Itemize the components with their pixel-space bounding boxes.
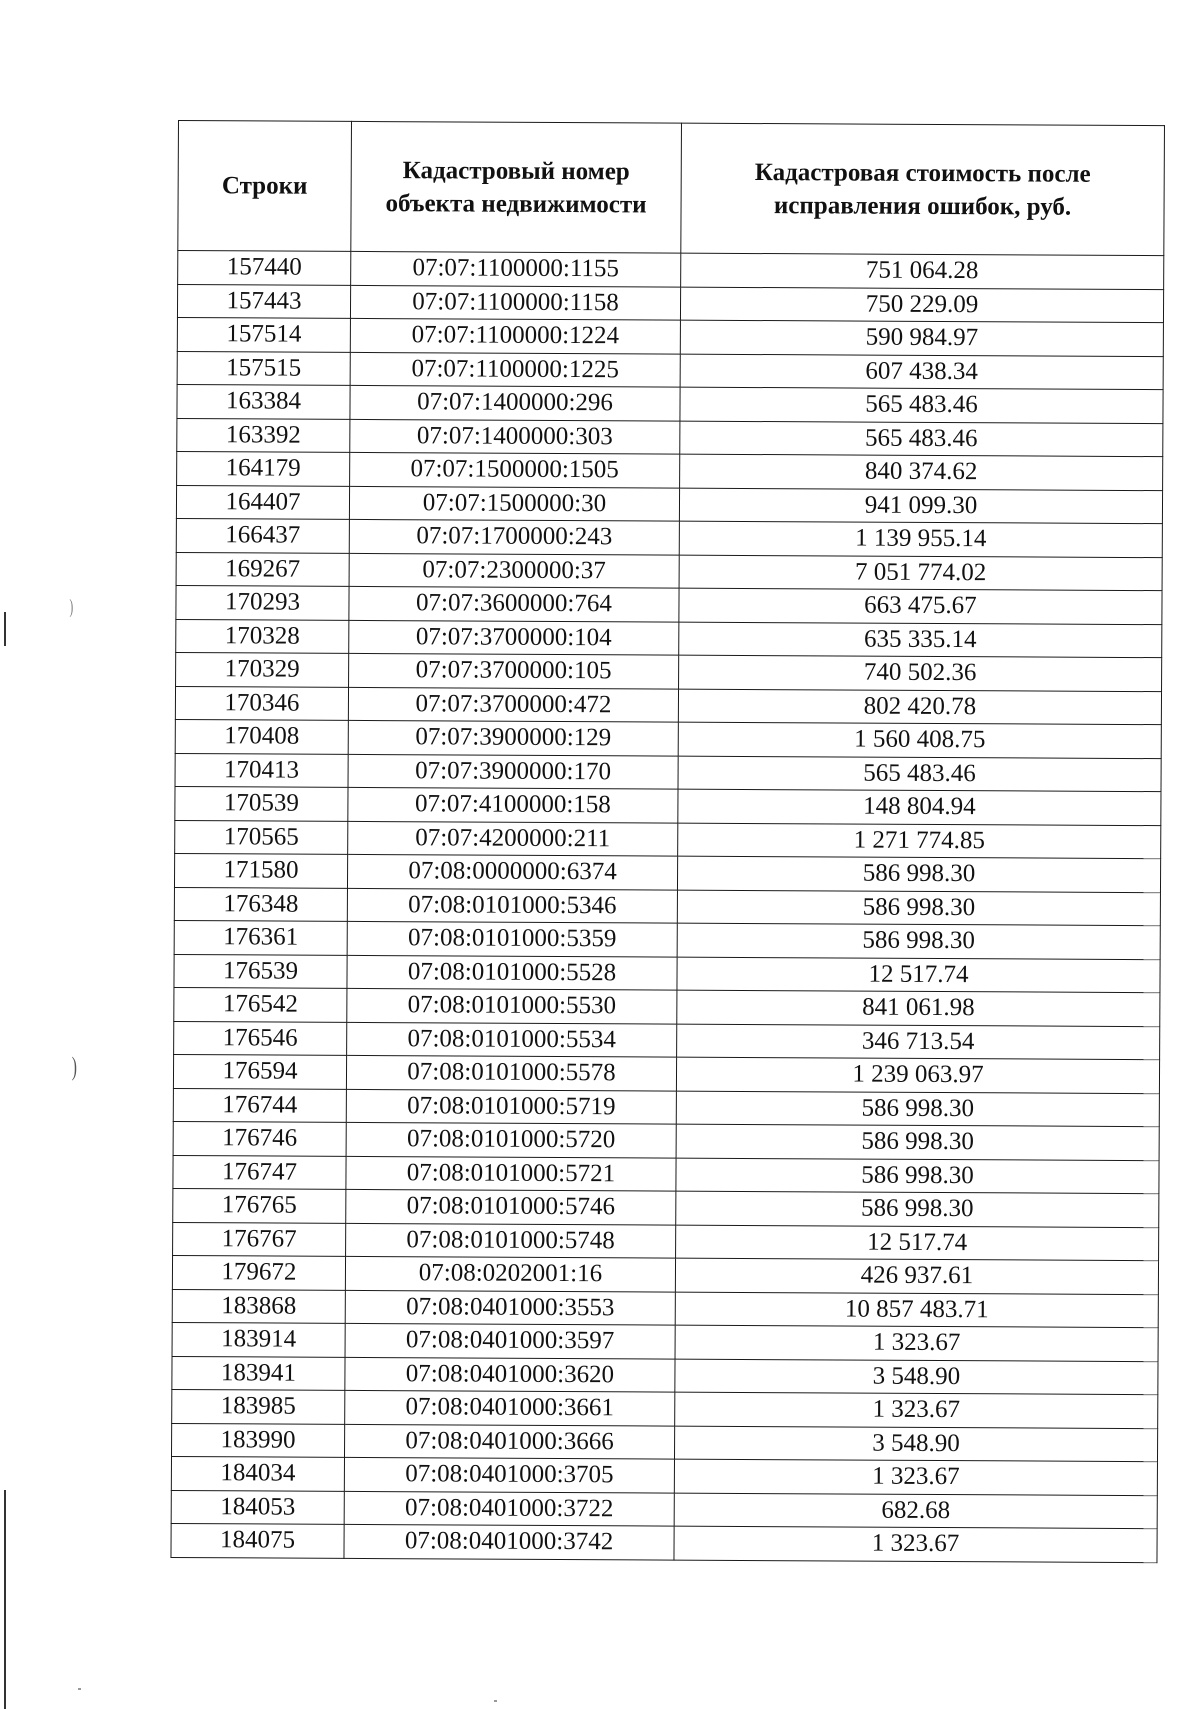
row-number-cell: 183990 (172, 1423, 345, 1457)
table-row (173, 1054, 1159, 1093)
cadastral-number-cell: 07:08:0202001:16 (345, 1256, 675, 1291)
row-number-cell: 184075 (171, 1523, 344, 1557)
table-row (175, 686, 1161, 725)
table-row (177, 418, 1163, 457)
cadastral-number-cell: 07:07:3900000:129 (348, 720, 678, 755)
cadastral-number-cell: 07:08:0401000:3553 (345, 1290, 675, 1325)
table-row (171, 1490, 1157, 1529)
cadastral-number-cell: 07:08:0401000:3705 (344, 1457, 674, 1492)
row-number-cell: 157443 (177, 284, 350, 318)
table-row (172, 1356, 1158, 1395)
row-number-cell: 184053 (171, 1490, 344, 1524)
cadastral-value-cell: 586 998.30 (676, 1124, 1159, 1160)
table-row (174, 954, 1160, 993)
cadastral-number-cell: 07:07:4100000:158 (348, 787, 678, 822)
table-row (172, 1322, 1158, 1361)
cadastral-value-cell: 1 323.67 (675, 1325, 1158, 1361)
row-number-cell: 176747 (173, 1155, 346, 1189)
cadastral-number-cell: 07:08:0101000:5346 (347, 888, 677, 923)
scan-speck (494, 1700, 497, 1702)
cadastral-number-cell: 07:08:0101000:5720 (346, 1122, 676, 1157)
table-row (172, 1423, 1158, 1462)
header-cadastral-number: Кадастровый номер объекта недвижимости (351, 121, 682, 253)
table-row (174, 887, 1160, 926)
cadastral-number-cell: 07:08:0101000:5719 (346, 1089, 676, 1124)
cadastral-number-cell: 07:08:0401000:3742 (344, 1524, 674, 1559)
cadastral-number-cell: 07:08:0101000:5528 (347, 955, 677, 990)
table-row (176, 485, 1162, 524)
row-number-cell: 170346 (175, 686, 348, 720)
table-row (174, 853, 1160, 892)
cadastral-number-cell: 07:07:3600000:764 (349, 586, 679, 621)
cadastral-value-cell: 148 804.94 (678, 789, 1161, 825)
table-row (173, 1222, 1159, 1261)
row-number-cell: 170408 (175, 719, 348, 753)
table-row (174, 1021, 1160, 1060)
table-row (176, 585, 1162, 624)
row-number-cell: 184034 (171, 1456, 344, 1490)
table-row (175, 753, 1161, 792)
cadastral-value-cell: 590 984.97 (680, 320, 1163, 356)
row-number-cell: 176746 (173, 1121, 346, 1155)
table-row (176, 552, 1162, 591)
header-rows: Строки (178, 121, 352, 252)
row-number-cell: 170413 (175, 753, 348, 787)
cadastral-value-cell: 586 998.30 (676, 1191, 1159, 1227)
cadastral-number-cell: 07:07:1400000:303 (350, 419, 680, 454)
row-number-cell: 164179 (177, 451, 350, 485)
row-number-cell: 179672 (172, 1255, 345, 1289)
row-number-cell: 169267 (176, 552, 349, 586)
cadastral-number-cell: 07:08:0000000:6374 (347, 854, 677, 889)
scan-artifact-mark: ) (69, 596, 74, 618)
cadastral-value-cell: 586 998.30 (677, 890, 1160, 926)
cadastral-number-cell: 07:07:1100000:1224 (350, 318, 680, 353)
cadastral-value-cell: 1 239 063.97 (676, 1057, 1159, 1093)
table-row (177, 451, 1163, 490)
row-number-cell: 176767 (173, 1222, 346, 1256)
scan-edge-line (4, 612, 6, 646)
row-number-cell: 170293 (176, 585, 349, 619)
cadastral-value-cell: 750 229.09 (680, 287, 1163, 323)
cadastral-value-cell: 586 998.30 (677, 856, 1160, 892)
table-row (173, 1188, 1159, 1227)
cadastral-number-cell: 07:07:3700000:105 (349, 653, 679, 688)
row-number-cell: 170329 (176, 652, 349, 686)
cadastral-value-cell: 1 271 774.85 (678, 823, 1161, 859)
row-number-cell: 176361 (174, 920, 347, 954)
table-row (172, 1389, 1158, 1428)
table-row (178, 251, 1164, 290)
cadastral-value-cell: 740 502.36 (679, 655, 1162, 691)
cadastral-number-cell: 07:08:0401000:3597 (345, 1323, 675, 1358)
row-number-cell: 176765 (173, 1188, 346, 1222)
cadastral-value-cell: 663 475.67 (679, 588, 1162, 624)
scan-artifact-mark: ) (71, 1052, 77, 1081)
row-number-cell: 183985 (172, 1389, 345, 1423)
cadastral-number-cell: 07:08:0101000:5721 (346, 1156, 676, 1191)
row-number-cell: 171580 (174, 853, 347, 887)
table-row (175, 820, 1161, 859)
scan-edge-line (4, 1490, 6, 1709)
cadastral-value-cell: 1 323.67 (674, 1459, 1157, 1495)
row-number-cell: 183868 (172, 1289, 345, 1323)
row-number-cell: 170565 (175, 820, 348, 854)
cadastral-value-cell: 840 374.62 (680, 454, 1163, 490)
cadastral-value-cell: 10 857 483.71 (675, 1292, 1158, 1328)
cadastral-number-cell: 07:07:1500000:30 (349, 486, 679, 521)
row-number-cell: 170539 (175, 786, 348, 820)
table-body (171, 251, 1164, 1563)
table-row (176, 518, 1162, 557)
cadastral-number-cell: 07:08:0101000:5748 (346, 1223, 676, 1258)
table-row (171, 1523, 1157, 1562)
cadastral-value-cell: 586 998.30 (676, 1158, 1159, 1194)
row-number-cell: 176542 (174, 987, 347, 1021)
cadastral-number-cell: 07:08:0401000:3722 (344, 1491, 674, 1526)
cadastral-number-cell: 07:07:3700000:104 (349, 620, 679, 655)
row-number-cell: 176744 (173, 1088, 346, 1122)
cadastral-value-cell: 607 438.34 (680, 354, 1163, 390)
table-row (177, 317, 1163, 356)
table-header-row (178, 121, 1165, 256)
cadastral-value-cell: 841 061.98 (677, 990, 1160, 1026)
row-number-cell: 176539 (174, 954, 347, 988)
row-number-cell: 166437 (176, 518, 349, 552)
cadastral-value-cell: 941 099.30 (679, 488, 1162, 524)
cadastral-value-cell: 565 483.46 (678, 756, 1161, 792)
header-cadastral-value: Кадастровая стоимость после исправления ошибок, руб. (681, 123, 1165, 256)
cadastral-number-cell: 07:07:1500000:1505 (350, 452, 680, 487)
cadastral-number-cell: 07:08:0401000:3666 (344, 1424, 674, 1459)
table-row (173, 1155, 1159, 1194)
cadastral-number-cell: 07:07:3700000:472 (348, 687, 678, 722)
cadastral-value-table (170, 120, 1165, 1563)
table-row (174, 920, 1160, 959)
cadastral-number-cell: 07:07:1400000:296 (350, 385, 680, 420)
table-row (174, 987, 1160, 1026)
row-number-cell: 183941 (172, 1356, 345, 1390)
table-row (177, 351, 1163, 390)
row-number-cell: 183914 (172, 1322, 345, 1356)
row-number-cell: 176348 (174, 887, 347, 921)
cadastral-number-cell: 07:08:0101000:5578 (346, 1055, 676, 1090)
table-row (173, 1121, 1159, 1160)
cadastral-number-cell: 07:07:2300000:37 (349, 553, 679, 588)
cadastral-number-cell: 07:07:1100000:1155 (351, 251, 681, 286)
cadastral-number-cell: 07:08:0401000:3661 (345, 1390, 675, 1425)
row-number-cell: 164407 (176, 485, 349, 519)
cadastral-value-cell: 426 937.61 (675, 1258, 1158, 1294)
cadastral-number-cell: 07:08:0101000:5534 (347, 1022, 677, 1057)
cadastral-number-cell: 07:08:0101000:5746 (346, 1189, 676, 1224)
table-row (172, 1289, 1158, 1328)
row-number-cell: 170328 (176, 619, 349, 653)
cadastral-value-cell: 635 335.14 (679, 622, 1162, 658)
cadastral-value-cell: 565 483.46 (680, 421, 1163, 457)
table-row (175, 719, 1161, 758)
table-row (171, 1456, 1157, 1495)
cadastral-value-cell: 1 560 408.75 (678, 722, 1161, 758)
table-row (176, 619, 1162, 658)
row-number-cell: 157514 (177, 317, 350, 351)
row-number-cell: 176594 (173, 1054, 346, 1088)
cadastral-value-cell: 3 548.90 (674, 1426, 1157, 1462)
cadastral-value-cell: 12 517.74 (676, 1225, 1159, 1261)
table-row (173, 1088, 1159, 1127)
cadastral-value-cell: 346 713.54 (677, 1024, 1160, 1060)
cadastral-number-cell: 07:07:1100000:1225 (350, 352, 680, 387)
cadastral-value-cell: 1 139 955.14 (679, 521, 1162, 557)
cadastral-value-cell: 565 483.46 (680, 387, 1163, 423)
cadastral-value-cell: 3 548.90 (675, 1359, 1158, 1395)
cadastral-number-cell: 07:08:0101000:5530 (347, 988, 677, 1023)
table-row (177, 384, 1163, 423)
table-row (175, 786, 1161, 825)
row-number-cell: 163392 (177, 418, 350, 452)
cadastral-value-cell: 682.68 (674, 1493, 1157, 1529)
cadastral-number-cell: 07:08:0101000:5359 (347, 921, 677, 956)
table-row (172, 1255, 1158, 1294)
row-number-cell: 157515 (177, 351, 350, 385)
cadastral-value-cell: 1 323.67 (674, 1526, 1157, 1562)
cadastral-value-cell: 1 323.67 (675, 1392, 1158, 1428)
cadastral-value-cell: 802 420.78 (678, 689, 1161, 725)
cadastral-value-cell: 751 064.28 (681, 253, 1164, 289)
cadastral-number-cell: 07:07:1700000:243 (349, 519, 679, 554)
table-row (177, 284, 1163, 323)
cadastral-number-cell: 07:07:1100000:1158 (350, 285, 680, 320)
cadastral-number-cell: 07:07:4200000:211 (348, 821, 678, 856)
row-number-cell: 163384 (177, 384, 350, 418)
row-number-cell: 157440 (178, 251, 351, 285)
cadastral-number-cell: 07:08:0401000:3620 (345, 1357, 675, 1392)
table-row (176, 652, 1162, 691)
scan-speck (78, 1688, 81, 1690)
cadastral-value-cell: 586 998.30 (676, 1091, 1159, 1127)
cadastral-value-cell: 7 051 774.02 (679, 555, 1162, 591)
cadastral-value-cell: 586 998.30 (677, 923, 1160, 959)
cadastral-number-cell: 07:07:3900000:170 (348, 754, 678, 789)
cadastral-value-cell: 12 517.74 (677, 957, 1160, 993)
row-number-cell: 176546 (174, 1021, 347, 1055)
